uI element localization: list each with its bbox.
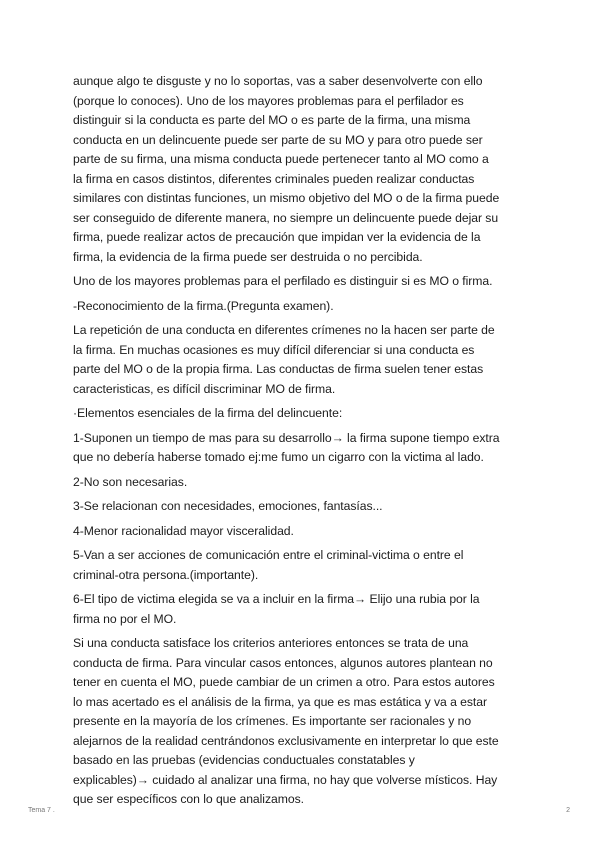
list-item-1: 1-Suponen un tiempo de mas para su desarrollo→ la firma supone tiempo extra que no debería haberse tomado ej:me fumo un cigarro con la victima al lado. — [73, 430, 500, 464]
paragraph-conclusion: Si una conducta satisface los criterios anteriores entonces se trata de una conducta de firma. Para vincular casos entonces, algunos autores plantean no tener en cuenta el MO, puede cambiar de un crimen a otro. Para estos autores lo mas acertado es el análisis de la firma, ya que es mas estática y va a estar presente en la mayoría de los crímenes. Es importante ser racionales y no alejarnos de la realidad centrándonos exclusivamente en interpretar lo que este basado en las pruebas (evidencias conductuales constatables y explicables)→ cuidado al analizar una firma, no hay que volverse místicos. Hay que ser específicos con lo que analizamos. — [73, 636, 499, 806]
list-item-2: 2-No son necesarias. — [73, 474, 188, 489]
list-item-5: 5-Van a ser acciones de comunicación entre el criminal-victima o entre el criminal-otra persona.(importante). — [73, 548, 464, 582]
paragraph-signature-vs-mo: aunque algo te disguste y no lo soportas, vas a saber desenvolverte con ello (porque lo conoces). Uno de los mayores problemas para el perfilador es distinguir si la conducta es parte del MO o es parte de la firma, una misma conducta en un delincuente puede ser parte de su MO y para otro puede ser parte de su firma, una misma conducta puede pertenecer tanto al MO como a la firma en casos distintos, diferentes criminales pueden realizar conductas similares con distintas funciones, un mismo objetivo del MO o de la firma puede ser conseguido de diferente manera, no siempre un delincuente puede dejar su firma, puede realizar actos de precaución que impidan ver la evidencia de la firma, la evidencia de la firma puede ser destruida o no percibida. — [73, 74, 500, 264]
paragraph-repetition: La repetición de una conducta en diferentes crímenes no la hacen ser parte de la firma. En muchas ocasiones es muy difícil diferenciar si una conducta es parte del MO o de la propia firma. Las conductas de firma suelen tener estas caracteristicas, es difícil discriminar MO de firma. — [73, 323, 495, 396]
heading-signature-recognition: -Reconocimiento de la firma.(Pregunta examen). — [73, 298, 334, 313]
paragraph-main-problem: Uno de los mayores problemas para el perfilado es distinguir si es MO o firma. — [73, 274, 493, 288]
list-item-4: 4-Menor racionalidad mayor visceralidad. — [73, 523, 294, 538]
page-number: 2 — [566, 807, 570, 814]
heading-essential-elements: ·Elementos esenciales de la firma del delincuente: — [73, 406, 343, 420]
document-body — [73, 72, 535, 815]
footer-topic-label: Tema 7 . — [28, 807, 55, 814]
list-item-6: 6-El tipo de victima elegida se va a incluir en la firma→ Elijo una rubia por la firma no por el MO. — [73, 592, 480, 626]
list-item-3: 3-Se relacionan con necesidades, emociones, fantasías... — [73, 499, 383, 513]
